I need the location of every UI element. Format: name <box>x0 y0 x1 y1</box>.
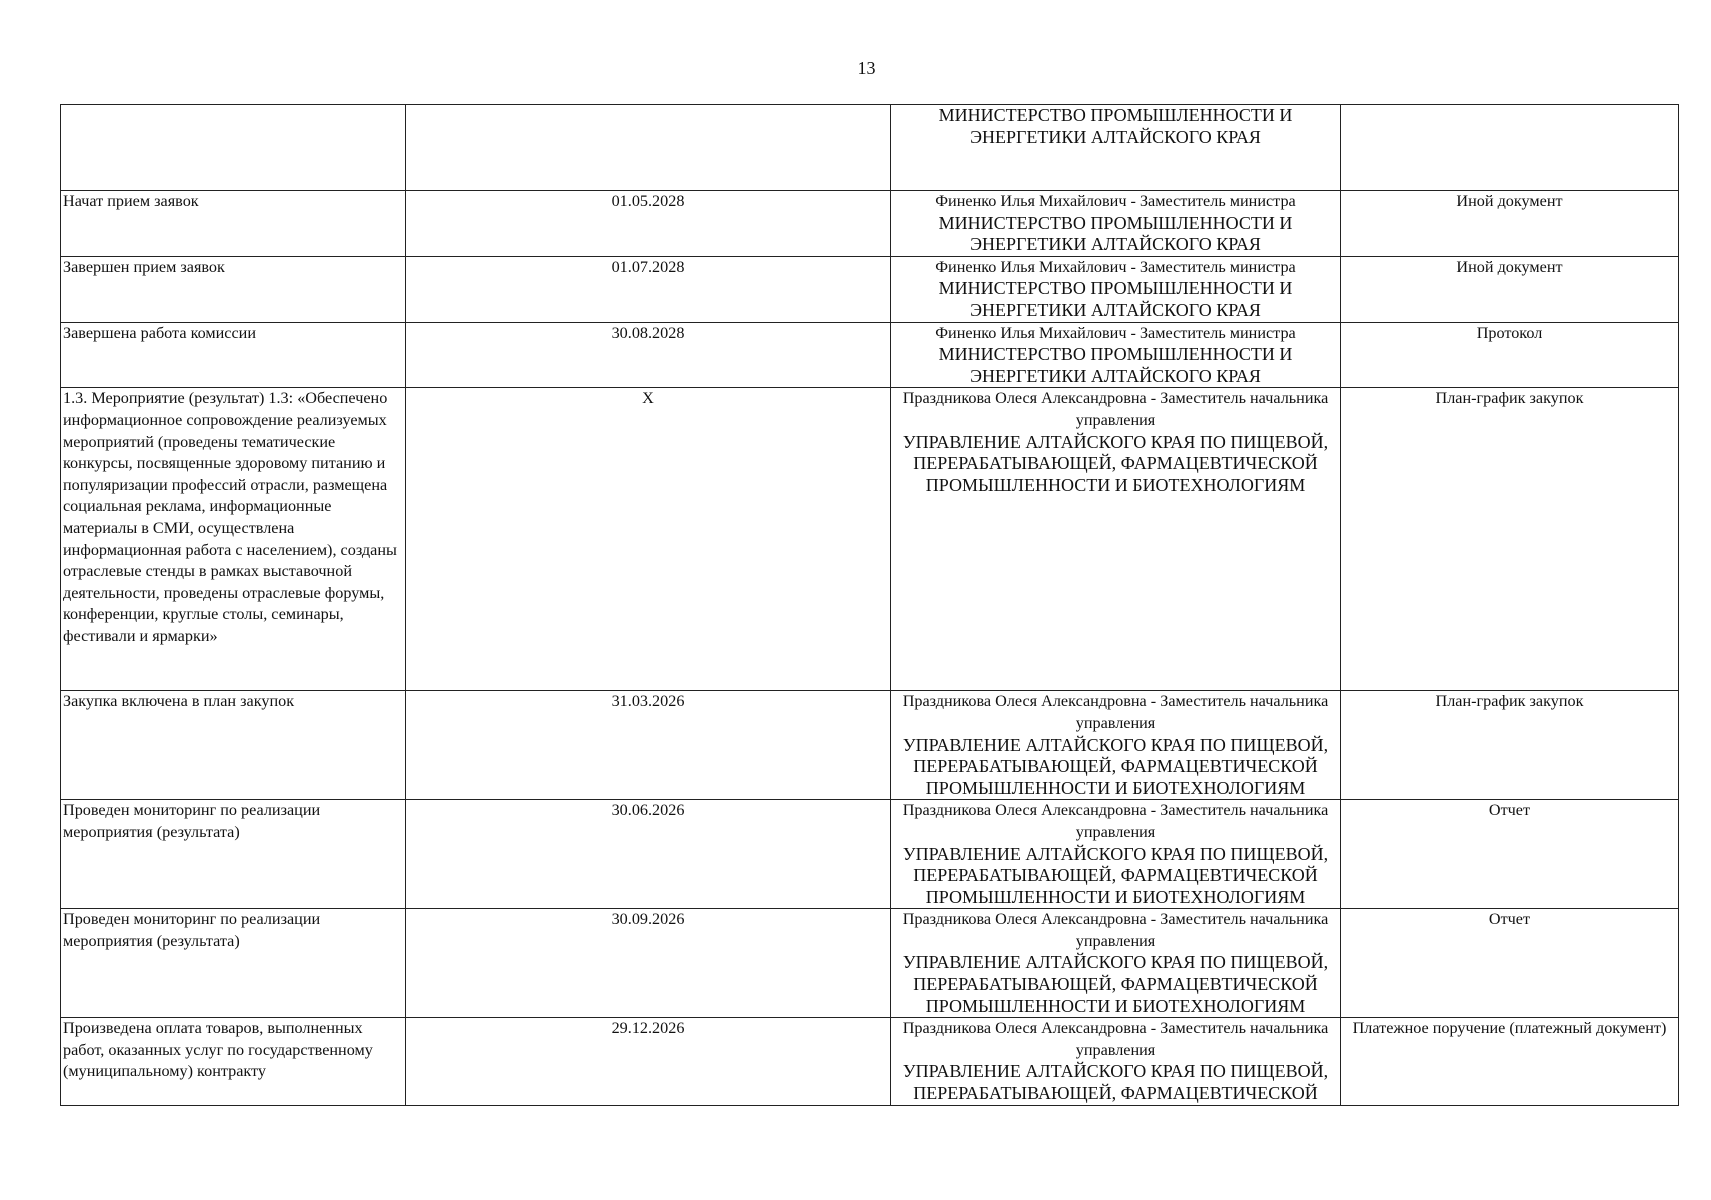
event-name: Проведен мониторинг по реализации мероприятия (результата) <box>61 800 406 909</box>
document-type: План-график закупок <box>1341 691 1679 800</box>
responsible-cell <box>891 909 1341 1018</box>
responsible-person: Праздникова Олеся Александровна - Заместитель начальника управления <box>902 389 1329 429</box>
responsible-cell <box>891 388 1341 691</box>
table-row <box>61 691 1679 800</box>
responsible-cell <box>891 800 1341 909</box>
events-table <box>60 104 1679 1106</box>
responsible-org: УПРАВЛЕНИЕ АЛТАЙСКОГО КРАЯ ПО ПИЩЕВОЙ, ПЕРЕРАБАТЫВАЮЩЕЙ, ФАРМАЦЕВТИЧЕСКОЙ ПРОМЫШЛЕННОСТИ И БИОТЕХНОЛОГИЯМ <box>902 952 1329 1016</box>
responsible-person: Праздникова Олеся Александровна - Заместитель начальника управления <box>902 692 1329 732</box>
responsible-cell <box>891 105 1341 191</box>
event-name: Закупка включена в план закупок <box>61 691 406 800</box>
document-type: Платежное поручение (платежный документ) <box>1341 1018 1679 1105</box>
event-name: Завершена работа комиссии <box>61 322 406 388</box>
responsible-org: УПРАВЛЕНИЕ АЛТАЙСКОГО КРАЯ ПО ПИЩЕВОЙ, ПЕРЕРАБАТЫВАЮЩЕЙ, ФАРМАЦЕВТИЧЕСКОЙ ПРОМЫШЛЕННОСТИ И БИОТЕХНОЛОГИЯМ <box>902 431 1329 495</box>
event-date: 01.05.2028 <box>406 191 891 257</box>
responsible-cell <box>891 191 1341 257</box>
event-date: 29.12.2026 <box>406 1018 891 1105</box>
event-name: Начат прием заявок <box>61 191 406 257</box>
document-type: Отчет <box>1341 909 1679 1018</box>
event-name: 1.3. Мероприятие (результат) 1.3: «Обеспечено информационное сопровождение реализуемых мероприятий (проведены тематические конкурсы, посвященные здоровому питанию и популяризации профессий отрасли, размещена социальная реклама, информационные материалы в СМИ, осуществлена информационная работа с населением), созданы отраслевые стенды в рамках выставочной деятельности, проведены отраслевые форумы, конференции, круглые столы, семинары, фестивали и ярмарки» <box>61 388 406 691</box>
responsible-person: Финенко Илья Михайлович - Заместитель министра <box>935 257 1296 276</box>
table-row <box>61 322 1679 388</box>
responsible-org: МИНИСТЕРСТВО ПРОМЫШЛЕННОСТИ И ЭНЕРГЕТИКИ АЛТАЙСКОГО КРАЯ <box>938 105 1293 147</box>
responsible-org: УПРАВЛЕНИЕ АЛТАЙСКОГО КРАЯ ПО ПИЩЕВОЙ, ПЕРЕРАБАТЫВАЮЩЕЙ, ФАРМАЦЕВТИЧЕСКОЙ ПРОМЫШЛЕННОСТИ И БИОТЕХНОЛОГИЯМ <box>902 843 1329 907</box>
table-row <box>61 388 1679 691</box>
document-type: План-график закупок <box>1341 388 1679 691</box>
table-row <box>61 191 1679 257</box>
event-name: Завершен прием заявок <box>61 256 406 322</box>
responsible-person: Праздникова Олеся Александровна - Заместитель начальника управления <box>902 801 1329 841</box>
event-date: 31.03.2026 <box>406 691 891 800</box>
table-row <box>61 256 1679 322</box>
event-name <box>61 105 406 191</box>
document-type <box>1341 105 1679 191</box>
responsible-cell <box>891 691 1341 800</box>
document-type: Иной документ <box>1341 256 1679 322</box>
responsible-org: УПРАВЛЕНИЕ АЛТАЙСКОГО КРАЯ ПО ПИЩЕВОЙ, ПЕРЕРАБАТЫВАЮЩЕЙ, ФАРМАЦЕВТИЧЕСКОЙ ПРОМЫШЛЕННОСТИ И БИОТЕХНОЛОГИЯМ <box>902 734 1329 798</box>
event-date <box>406 105 891 191</box>
document-type: Отчет <box>1341 800 1679 909</box>
responsible-cell <box>891 1018 1341 1105</box>
event-date: 30.06.2026 <box>406 800 891 909</box>
event-name: Проведен мониторинг по реализации мероприятия (результата) <box>61 909 406 1018</box>
table-row <box>61 800 1679 909</box>
responsible-person: Финенко Илья Михайлович - Заместитель министра <box>935 323 1296 342</box>
event-date: 01.07.2028 <box>406 256 891 322</box>
table-row <box>61 1018 1679 1105</box>
responsible-person: Финенко Илья Михайлович - Заместитель министра <box>935 192 1296 210</box>
event-date: 30.08.2028 <box>406 322 891 388</box>
responsible-org: МИНИСТЕРСТВО ПРОМЫШЛЕННОСТИ И ЭНЕРГЕТИКИ АЛТАЙСКОГО КРАЯ <box>938 212 1293 255</box>
table-row <box>61 909 1679 1018</box>
responsible-person: Праздникова Олеся Александровна - Заместитель начальника управления <box>902 1019 1329 1059</box>
responsible-person: Праздникова Олеся Александровна - Заместитель начальника управления <box>902 910 1329 950</box>
document-type: Протокол <box>1341 322 1679 388</box>
event-date: 30.09.2026 <box>406 909 891 1018</box>
page-number: 13 <box>857 58 876 78</box>
event-name: Произведена оплата товаров, выполненных работ, оказанных услуг по государственному (муниципальному) контракту <box>61 1018 406 1105</box>
responsible-org: УПРАВЛЕНИЕ АЛТАЙСКОГО КРАЯ ПО ПИЩЕВОЙ, ПЕРЕРАБАТЫВАЮЩЕЙ, ФАРМАЦЕВТИЧЕСКОЙ <box>902 1061 1329 1104</box>
event-date: X <box>406 388 891 691</box>
table-row <box>61 105 1679 191</box>
responsible-org: МИНИСТЕРСТВО ПРОМЫШЛЕННОСТИ И ЭНЕРГЕТИКИ АЛТАЙСКОГО КРАЯ <box>938 278 1293 320</box>
responsible-org: МИНИСТЕРСТВО ПРОМЫШЛЕННОСТИ И ЭНЕРГЕТИКИ АЛТАЙСКОГО КРАЯ <box>938 344 1293 386</box>
responsible-cell <box>891 322 1341 388</box>
document-type: Иной документ <box>1341 191 1679 257</box>
responsible-cell <box>891 256 1341 322</box>
